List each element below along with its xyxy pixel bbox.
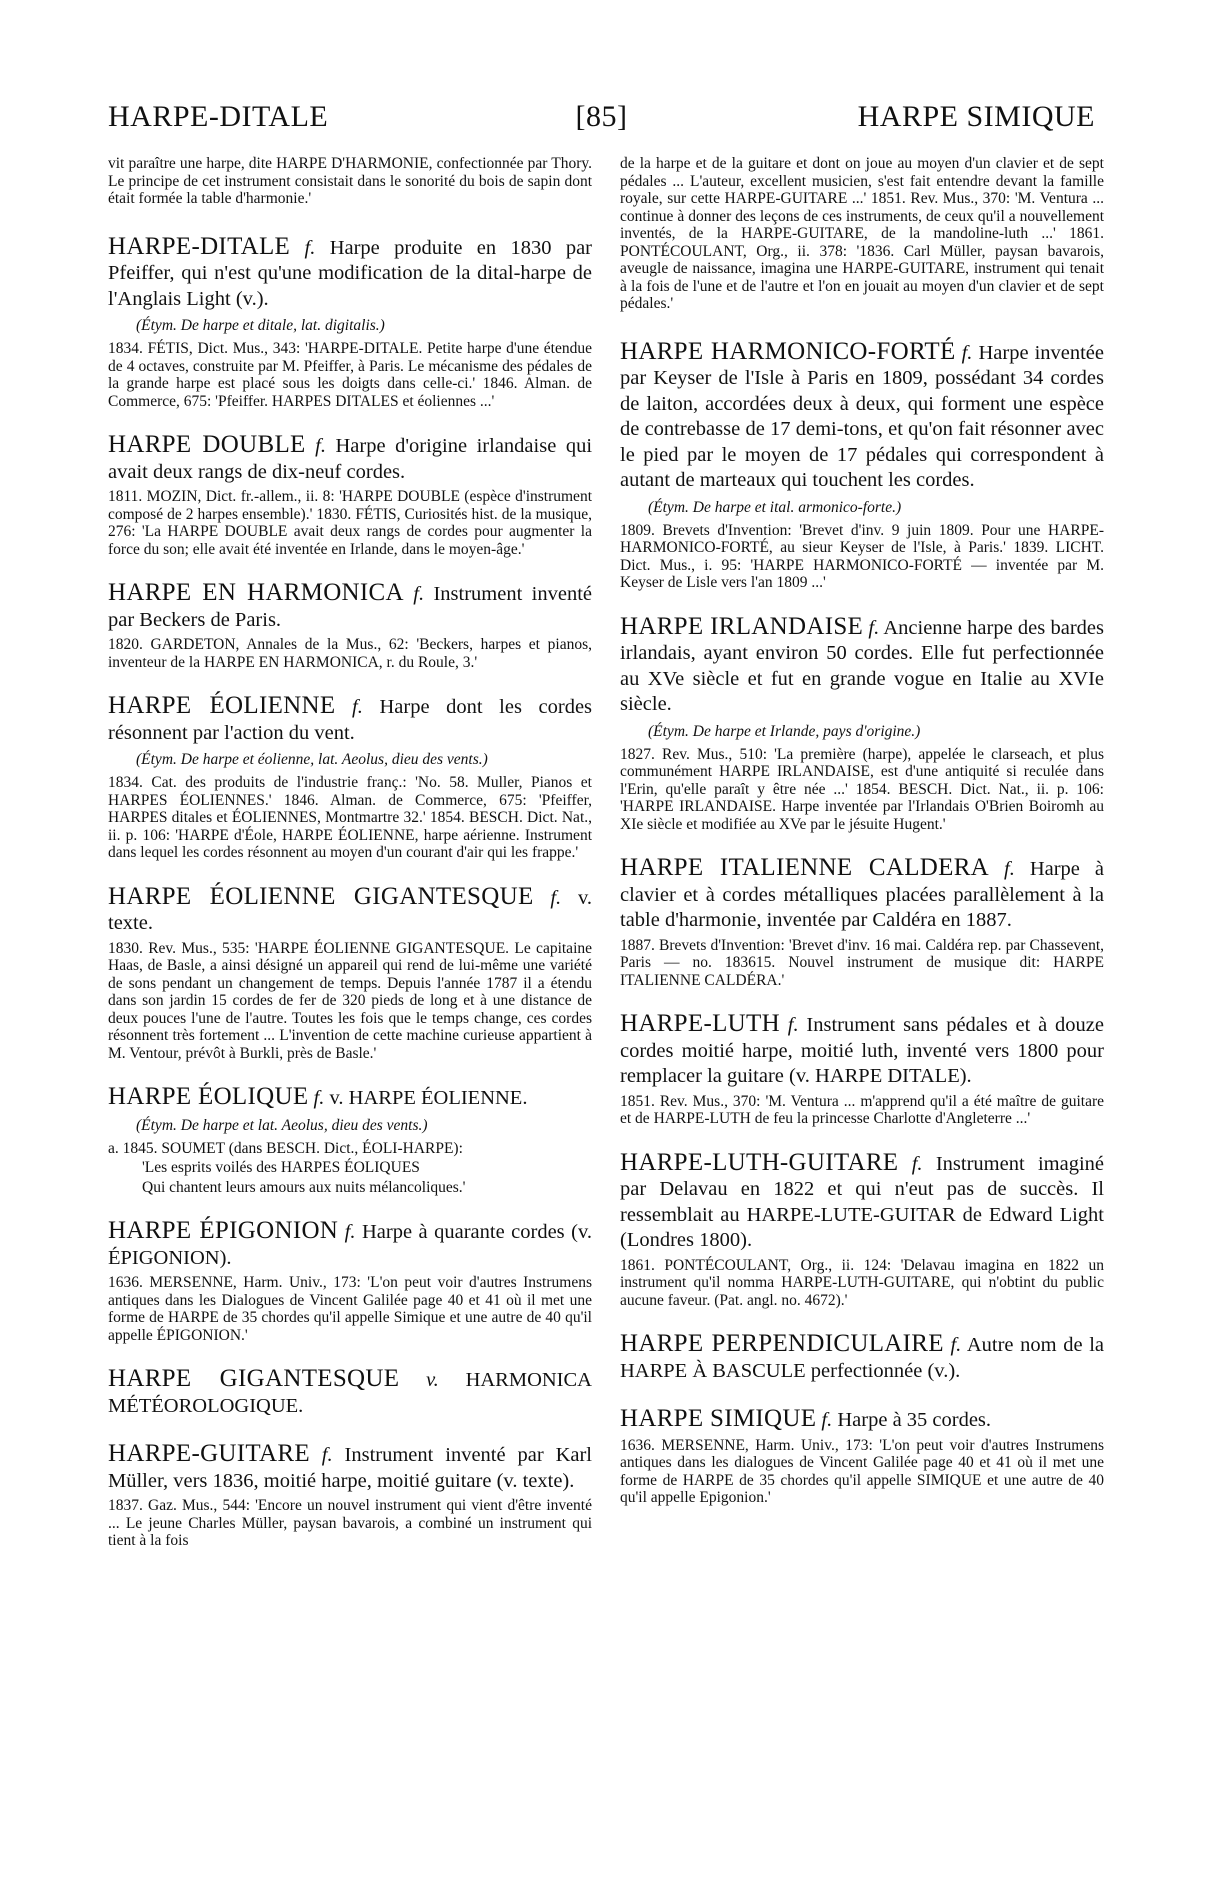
entry-harpe-perpendiculaire	[620, 1331, 1104, 1384]
gender-label: f.	[961, 341, 973, 364]
headword: HARPE-DITALE	[108, 232, 291, 260]
definition: Harpe à 35 cordes.	[837, 1409, 992, 1431]
verse-line: Qui chantent leurs amours aux nuits mélancoliques.'	[142, 1178, 466, 1196]
citation: 1851. Rev. Mus., 370: 'M. Ventura ... m'apprend qu'il a été maître de guitare et de HARPE-LUTH de feu la princesse Charlotte d'Angleterre ...'	[620, 1092, 1104, 1127]
headword: HARPE SIMIQUE	[620, 1405, 817, 1432]
citation: a. 1845. SOUMET (dans BESCH. Dict., ÉOLI-HARPE):	[108, 1139, 463, 1157]
entry-harpe-eolienne-gigantesque	[108, 884, 592, 1063]
gender-label: f.	[1004, 858, 1015, 880]
headword: HARPE PERPENDICULAIRE	[620, 1330, 944, 1357]
definition: Harpe produite en 1830 par Pfeiffer, qui n'est qu'une modification de la dital-harpe de l'Anglais Light (v.).	[108, 236, 593, 310]
continued-citation: vit paraître une harpe, dite HARPE D'HARMONIE, confectionnée par Thory. Le principe de cet instrument consistait dans le sonorité du bois de sapin dont était formée la table d'harmonie.'	[108, 155, 592, 207]
definition: Instrument inventé par Karl Müller, vers 1836, moitié harpe, moitié guitare (v. texte).	[108, 1444, 592, 1492]
entry-harpe-luth	[620, 1011, 1104, 1128]
definition: Harpe d'origine irlandaise qui avait deux rangs de dix-neuf cordes.	[108, 435, 593, 483]
headword: HARPE EN HARMONICA	[108, 579, 404, 606]
entry-harpe-luth-guitare	[620, 1150, 1104, 1310]
headword: HARPE GIGANTESQUE	[108, 1365, 400, 1392]
citation: 1636. MERSENNE, Harm. Univ., 173: 'L'on peut voir d'autres Instrumens antiques dans les Dialogues de Vincent Galilée page 40 et 41 où il met une forme de HARPE de 35 chordes qu'il appelle Simique et une autre de 40 qu'il appelle ÉPIGONION.'	[108, 1274, 592, 1344]
citation: 1834. FÉTIS, Dict. Mus., 343: 'HARPE-DITALE. Petite harpe d'une étendue de 4 octaves, construite par M. Pfeiffer, à Paris. Le mécanisme des pédales de la grande harpe est placé sous les doigts dans celle-ci.' 1846. Alman. de Commerce, 675: 'Pfeiffer. HARPES DITALES et éoliennes ...'	[108, 340, 592, 410]
page-number: [85]	[575, 100, 628, 133]
etymology: (Étym. De harpe et Irlande, pays d'origine.)	[648, 722, 921, 740]
citation: 1861. PONTÉCOULANT, Org., ii. 124: 'Delavau imagina en 1822 un instrument qu'il nomma HARPE-LUTH-GUITARE, qui n'obtint du public aucune faveur. (Pat. angl. no. 4672).'	[620, 1256, 1104, 1309]
gender-label: f.	[911, 1152, 923, 1175]
gender-label: f.	[304, 236, 316, 259]
headword: HARPE-GUITARE	[108, 1440, 310, 1467]
entry-harpe-ditale	[108, 234, 592, 411]
definition: Instrument sans pédales et à douze cordes moitié harpe, moitié luth, inventé vers 1800 pour remplacer la guitare (v. HARPE DITALE).	[620, 1014, 1104, 1087]
verse-line: 'Les esprits voilés des HARPES ÉOLIQUES	[142, 1159, 420, 1176]
entry-harpe-gigantesque	[108, 1366, 592, 1419]
etymology: (Étym. De harpe et ital. armonico-forte.)	[648, 498, 902, 516]
entry-harpe-guitare	[108, 1441, 592, 1550]
definition: v. texte.	[108, 886, 593, 934]
headword: HARPE ÉOLIQUE	[108, 1083, 309, 1110]
definition: Instrument inventé par Beckers de Paris.	[108, 583, 593, 631]
headword: HARPE ITALIENNE CALDERA	[620, 854, 990, 881]
gender-label: f.	[787, 1014, 799, 1036]
citation: 1636. MERSENNE, Harm. Univ., 173: 'L'on peut voir d'autres Instrumens antiques dans les dialogues de Vincent Galilée page 40 et 41 où il met une forme de HARPE de 35 chordes qu'il appelle SIMIQUE et une autre de 40 qu'il appelle Epigonion.'	[620, 1436, 1104, 1506]
gender-label: f.	[315, 435, 326, 457]
entry-harpe-epigonion	[108, 1218, 592, 1344]
etymology: (Étym. De harpe et ditale, lat. digitalis.)	[136, 317, 385, 334]
headword: HARPE-LUTH-GUITARE	[620, 1148, 899, 1176]
citation: 1834. Cat. des produits de l'industrie franç.: 'No. 58. Muller, Pianos et HARPES ÉOLIENNES.' 1846. Alman. de Commerce, 675: 'Pfeiffer, HARPES ditales et ÉOLIENNES, Montmartre 32.' 1854. BESCH. Dict. Nat., ii. p. 106: 'HARPE d'Éole, HARPE ÉOLIENNE, harpe aérienne. Instrument dans lequel les cordes résonnent au moyen d'un courant d'air qui les frappe.'	[108, 774, 592, 861]
citation: 1837. Gaz. Mus., 544: 'Encore un nouvel instrument qui vient d'être inventé ... Le jeune Charles Müller, paysan bavarois, a combiné un instrument qui tient à la fois	[108, 1497, 592, 1549]
definition: Harpe dont les cordes résonnent par l'action du vent.	[108, 696, 593, 744]
citation: 1820. GARDETON, Annales de la Mus., 62: 'Beckers, harpes et pianos, inventeur de la HARPE EN HARMONICA, r. du Roule, 3.'	[108, 636, 592, 671]
headword: HARPE ÉPIGONION	[108, 1217, 339, 1244]
headword: HARPE HARMONICO-FORTÉ	[620, 337, 956, 365]
gender-label: f.	[321, 1444, 333, 1466]
headword: HARPE-LUTH	[620, 1010, 780, 1037]
gender-label: f.	[550, 886, 562, 909]
right-column	[620, 152, 1104, 1529]
definition: HARMONICA MÉTÉOROLOGIQUE.	[108, 1369, 592, 1417]
entry-harpe-double	[108, 432, 592, 558]
entry-harpe-italienne-caldera	[620, 855, 1104, 989]
gender-label: f.	[821, 1409, 833, 1431]
definition: Autre nom de la HARPE À BASCULE perfectionnée (v.).	[620, 1334, 1105, 1382]
entry-continuation	[620, 155, 1104, 313]
headword: HARPE ÉOLIENNE	[108, 692, 336, 719]
running-header	[108, 100, 1095, 144]
gender-label: f.	[344, 1221, 356, 1243]
gender-label: f.	[950, 1334, 962, 1356]
entry-harpe-irlandaise	[620, 614, 1104, 834]
citation: 1809. Brevets d'Invention: 'Brevet d'inv. 9 juin 1809. Pour une HARPE-HARMONICO-FORTÉ, au sieur Keyser de l'Isle, à Paris.' 1839. LICHT. Dict. Mus., i. 95: 'HARPE HARMONICO-FORTÉ — inventée par M. Keyser de Lisle vers l'an 1809 ...'	[620, 521, 1104, 591]
entry-harpe-harmonico-forte	[620, 339, 1104, 592]
entry-harpe-eolique	[108, 1084, 592, 1196]
running-head-right: HARPE SIMIQUE	[857, 100, 1095, 133]
citation: 1827. Rev. Mus., 510: 'La première (harpe), appelée le clarseach, et plus communément HARPE IRLANDAISE, est d'une antiquité si reculée dans l'Erin, qu'elle paraît y être née ...' 1854. BESCH. Dict. Nat., ii. p. 106: 'HARPE IRLANDAISE. Harpe inventée par l'Irlandais O'Brien Boiromh au XIe siècle et modifiée au XVe par le jésuite Hugent.'	[620, 745, 1104, 833]
gender-label: f.	[352, 696, 363, 718]
left-column	[108, 152, 592, 1572]
headword: HARPE DOUBLE	[108, 431, 306, 458]
headword: HARPE IRLANDAISE	[620, 612, 864, 640]
gender-label: f.	[868, 616, 880, 639]
entry-harpe-simique	[620, 1406, 1104, 1507]
headword: HARPE ÉOLIENNE GIGANTESQUE	[108, 882, 534, 910]
running-head-left: HARPE-DITALE	[108, 100, 329, 133]
definition: Ancienne harpe des bardes irlandais, ayant environ 50 cordes. Elle fut perfectionnée au XVe siècle et fut en grande vogue en Italie au XVIe siècle.	[620, 616, 1105, 715]
definition: v. HARPE ÉOLIENNE.	[329, 1087, 528, 1109]
continued-citation: de la harpe et de la guitare et dont on joue au moyen d'un clavier et de sept pédales ... L'auteur, excellent musicien, s'est fait entendre devant la famille royale, sur cette HARPE-GUITARE ...' 1851. Rev. Mus., 370: 'M. Ventura ... continue à donner des leçons de ces instruments, de ceux qu'il a nouvellement inventés, de la HARPE-GUITARE, de la mandoline-luth ...' 1861. PONTÉCOULANT, Org., ii. 378: '1836. Carl Müller, paysan bavarois, aveugle de naissance, imagina une HARPE-GUITARE, instrument qui tenait à la fois de l'une et de l'autre et l'on en jouait au moyen d'un clavier et de sept pédales.'	[620, 155, 1104, 312]
definition: Harpe à clavier et à cordes métalliques placées parallèlement à la table d'harmonie, inventée par Caldéra en 1887.	[620, 858, 1104, 931]
definition: Harpe à quarante cordes (v. ÉPIGONION).	[108, 1221, 593, 1269]
cross-reference-label: v.	[426, 1369, 439, 1391]
entry-harpe-eolienne	[108, 693, 592, 862]
definition: Harpe inventée par Keyser de l'Isle à Paris en 1809, possédant 34 cordes de laiton, accordées deux à deux, qui forment une espèce de contrebasse de 17 demi-tons, et qu'on fait résonner avec le pied par le moyen de 17 pédales qui correspondent à autant de marteaux qui touchent les cordes.	[620, 341, 1105, 491]
citation: 1811. MOZIN, Dict. fr.-allem., ii. 8: 'HARPE DOUBLE (espèce d'instrument composé de 2 harpes ensemble).' 1830. FÉTIS, Curiosités hist. de la musique, 276: 'La HARPE DOUBLE avait deux rangs de cordes pour augmenter la force du son; elle avait été inventée en Irlande, dans le moyen-âge.'	[108, 488, 592, 558]
entry-harpe-en-harmonica	[108, 580, 592, 671]
entry-continuation	[108, 155, 592, 208]
gender-label: f.	[313, 1087, 325, 1109]
citation: 1830. Rev. Mus., 535: 'HARPE ÉOLIENNE GIGANTESQUE. Le capitaine Haas, de Basle, a ainsi désigné un appareil qui rend de lui-même une variété de sons pendant un changement de temps. Depuis l'année 1787 il a étendu dans son jardin 15 cordes de fer de 320 pieds de long et à une distance de deux pouces l'une de l'autre. Toutes les fois que le temps change, ces cordes résonnent très fortement ... L'invention de cette machine curieuse appartient à M. Ventour, prévôt à Burkli, près de Basle.'	[108, 939, 592, 1062]
gender-label: f.	[413, 583, 425, 605]
definition: Instrument imaginé par Delavau en 1822 et qui n'eut pas de succès. Il ressemblait au HARPE-LUTE-GUITAR de Edward Light (Londres 1800).	[620, 1152, 1104, 1251]
etymology: (Étym. De harpe et éolienne, lat. Aeolus, dieu des vents.)	[136, 751, 488, 768]
citation: 1887. Brevets d'Invention: 'Brevet d'inv. 16 mai. Caldéra rep. par Chassevent, Paris — no. 183615. Nouvel instrument de musique dit: HARPE ITALIENNE CALDÉRA.'	[620, 936, 1104, 989]
etymology: (Étym. De harpe et lat. Aeolus, dieu des vents.)	[136, 1116, 428, 1134]
